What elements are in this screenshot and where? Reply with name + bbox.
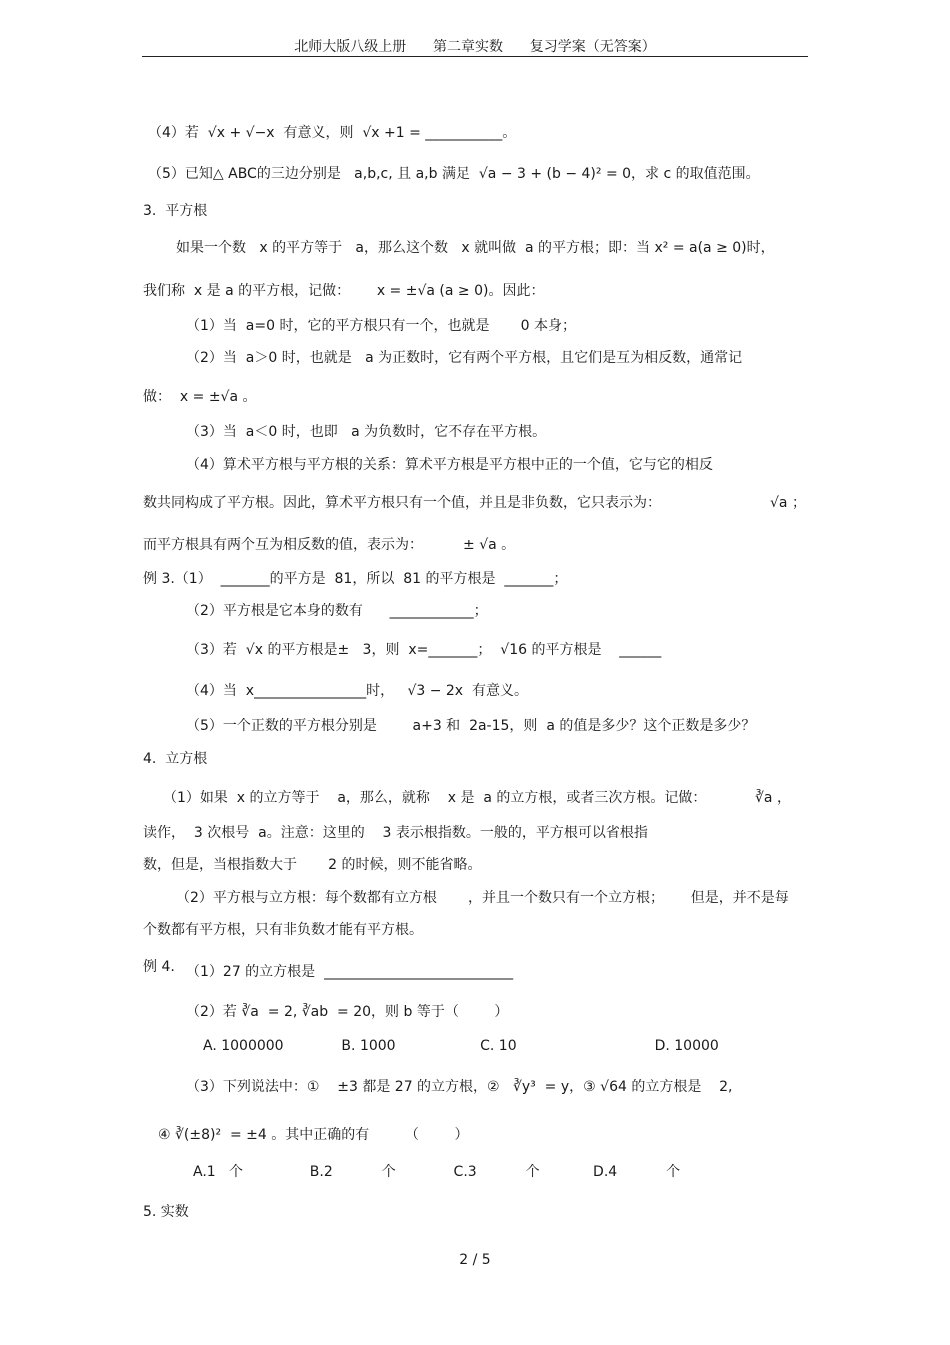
square-vs-cube-root-cont: 个数都有平方根，只有非负数才能有平方根。 [143,922,423,938]
example-4-part-1: （1）27 的立方根是 ___________________________ [186,964,514,980]
example-4-part-2: （2）若 ∛a = 2, ∛ab = 20，则 b 等于（ ） [186,1004,509,1020]
square-root-notation: 我们称 x 是 a 的平方根，记做： x = ±√a (a ≥ 0)。因此： [143,283,545,299]
example-4-part-3-cont: ④ ∛(±8)² = ±4 。其中正确的有 （ ） [158,1127,469,1143]
running-header: 北师大版八级上册 第二章实数 复习学案（无答案） [294,39,656,55]
arithmetic-root-relation: （4）算术平方根与平方根的关系：算术平方根是平方根中正的一个值，它与它的相反 [186,457,713,473]
root-index-note: 数，但是，当根指数大于 2 的时候，则不能省略。 [143,857,482,873]
cube-root-definition: （1）如果 x 的立方等于 a，那么，就称 x 是 a 的立方根，或者三次方根。记做： [163,790,707,806]
cube-root-reading: 读作， 3 次根号 a。注意：这里的 3 表示根指数。一般的，平方根可以省根指 [143,825,648,841]
case-a-zero: （1）当 a=0 时，它的平方根只有一个，也就是 0 本身； [186,318,576,334]
square-vs-cube-root: （2）平方根与立方根：每个数都有立方根 ，并且一个数只有一个立方根； 但是，并不是每 [176,890,789,906]
header-rule [142,56,808,57]
item-5-triangle: （5）已知△ ABC的三边分别是 a,b,c, 且 a,b 满足 √a − 3 + (b − 4)² = 0，求 c 的取值范围。 [148,166,760,182]
example-4-part-3: （3）下列说法中：① ±3 都是 27 的立方根，② ∛y³ = y，③ √64 的立方根是 2, [186,1079,733,1095]
example-4-label: 例 4. [143,959,175,975]
arithmetic-root-text: 数共同构成了平方根。因此，算术平方根只有一个值，并且是非负数，它只表示为： [143,495,661,511]
item-4-condition: （4）若 √x + √−x 有意义，则 √x +1 = ___________。 [148,125,517,141]
square-root-definition: 如果一个数 x 的平方等于 a，那么这个数 x 就叫做 a 的平方根；即：当 x² = a(a ≥ 0)时， [176,240,775,256]
example-3-part-5: （5）一个正数的平方根分别是 a+3 和 2a-15，则 a 的值是多少？这个正数是多少？ [186,718,756,734]
section-3-heading: 3. 平方根 [143,203,208,219]
arithmetic-root-symbol: √a ； [770,495,806,511]
cube-root-symbol: ∛a ， [755,790,791,806]
case-a-positive-notation: 做： x = ±√a 。 [143,389,257,405]
section-4-heading: 4. 立方根 [143,751,208,767]
example-3-part-2: （2）平方根是它本身的数有 ____________； [186,603,488,619]
page-number: 2 / 5 [459,1252,491,1268]
example-3-part-1: 例 3.（1） _______的平方是 81，所以 81 的平方根是 _______； [143,571,568,587]
example-3-part-3: （3）若 √x 的平方根是± 3，则 x=_______； √16 的平方根是 ______ [186,642,662,658]
case-a-positive: （2）当 a＞0 时，也就是 a 为正数时，它有两个平方根，且它们是互为相反数，通常记 [186,350,743,366]
square-root-pm-notation: 而平方根具有两个互为相反数的值，表示为： ± √a 。 [143,537,516,553]
case-a-negative: （3）当 a＜0 时，也即 a 为负数时，它不存在平方根。 [186,424,547,440]
section-5-heading: 5. 实数 [143,1204,189,1220]
example-4-choices-3: A.1 个 B.2 个 C.3 个 D.4 个 [193,1164,681,1180]
example-4-choices-2: A. 1000000 B. 1000 C. 10 D. 10000 [203,1038,719,1054]
example-3-part-4: （4）当 x________________时， √3 − 2x 有意义。 [186,683,528,699]
